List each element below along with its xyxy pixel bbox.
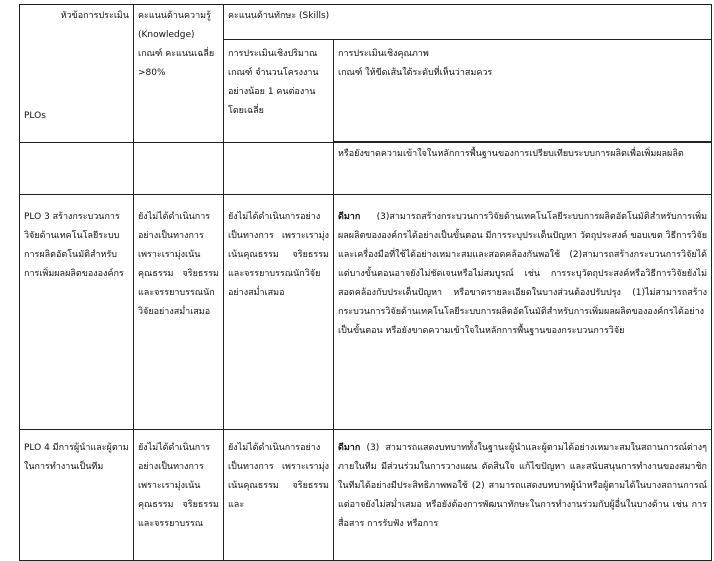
quantitative-header-cell xyxy=(224,40,334,143)
rating-lead: ดีมาก xyxy=(338,443,361,453)
qualitative-cell xyxy=(334,143,712,195)
quantitative-criteria: เกณฑ์ จำนวนโครงงานอย่างน้อย 1 คนต่องาน โดยเฉลี่ย xyxy=(228,68,319,116)
qualitative-header-cell xyxy=(334,40,712,142)
rating-lead: ดีมาก xyxy=(338,212,361,222)
plo-cell xyxy=(20,143,134,195)
knowledge-cell xyxy=(134,143,224,195)
plos-label: PLOs xyxy=(24,111,46,121)
knowledge-cell: ยังไม่ได้ดำเนินการอย่างเป็นทางการ เพราะเรามุ่งเน้นคุณธรรม จริยธรรม และจรรยาบรรณ xyxy=(134,430,224,561)
qualitative-text: หรือยังขาดความเข้าใจในหลักการพื้นฐานของการเปรียบเทียบระบบการผลิตเพื่อเพิ่มผลผลิต xyxy=(338,149,684,159)
topic-plo-header-cell xyxy=(20,5,134,143)
knowledge-title: คะแนนด้านความรู้ (Knowledge) xyxy=(138,11,211,40)
quantitative-cell: ยังไม่ได้ดำเนินการอย่างเป็นทางการ เพราะเรามุ่งเน้นคุณธรรม จริยธรรม และ xyxy=(224,430,334,561)
plo-cell: PLO 3 สร้างกระบวนการวิจัยด้านเทคโนโลยีระบบการผลิตอัตโนมัติสำหรับการเพิ่มผลผลิตขององค์กร xyxy=(20,195,134,430)
qualitative-criteria: เกณฑ์ ให้ขีดเส้นใต้ระดับที่เห็นว่าสมควร xyxy=(338,68,493,78)
topic-label: หัวข้อการประเมิน xyxy=(60,11,129,21)
table-row xyxy=(20,143,712,195)
skills-header-cell xyxy=(224,5,712,40)
quantitative-title: การประเมินเชิงปริมาณ xyxy=(228,49,318,59)
header-row-1 xyxy=(20,5,712,40)
skills-title: คะแนนด้านทักษะ (Skills) xyxy=(228,11,330,21)
plo-cell: PLO 4 มีการผู้นำและผู้ตามในการทำงานเป็นทีม xyxy=(20,430,134,561)
qualitative-text: (3)สามารถสร้างกระบวนการวิจัยด้านเทคโนโลยีระบบการผลิตอัตโนมัติสำหรับการเพิ่มผลผลิตขององค์กรได้อย่างเป็นขั้นตอน มีการระบุประเด็นปัญหา วัตถุประสงค์ ขอบเขต วิธีการวิจัย และเครื่องมือที่ใช้ได้อย่างเหมาะสมและสอดคล้องกันพอใช้ (2)สามารถสร้างกระบวนการวิจัยได้ แต่บางขั้นตอนอาจยังไม่ชัดเจนหรือไม่สมบูรณ์ เช่น การระบุวัตถุประสงค์หรือวิธีการวิจัยยังไม่สอดคล้องกับประเด็นปัญหา หรือขาดรายละเอียดในบางส่วนต้องปรับปรุง (1)ไม่สามารถสร้างกระบวนการวิจัยด้านเทคโนโลยีระบบการผลิตอัตโนมัติสำหรับการเพิ่มผลผลิตขององค์กรได้อย่างเป็นขั้นตอน หรือยังขาดความเข้าใจในหลักการพื้นฐานของกระบวนการวิจัย xyxy=(338,212,708,336)
knowledge-cell: ยังไม่ได้ดำเนินการอย่างเป็นทางการ เพราะเรามุ่งเน้นคุณธรรม จริยธรรม และจรรยาบรรณนักวิจัยอย่างสม่ำเสมอ xyxy=(134,195,224,430)
qualitative-text: (3) สามารถแสดงบทบาททั้งในฐานะผู้นำและผู้ตามได้อย่างเหมาะสมในสถานการณ์ต่างๆ ภายในทีม มีส่วนร่วมในการวางแผน ตัดสินใจ แก้ไขปัญหา และสนับสนุนการทำงานของสมาชิกในทีมได้อย่างมีประสิทธิภาพพอใช้ (2) สามารถแสดงบทบาทผู้นำหรือผู้ตามได้ในบางสถานการณ์ แต่อาจยังไม่สม่ำเสมอ หรือยังต้องการพัฒนาทักษะในการทำงานร่วมกับผู้อื่นในบางด้าน เช่น การสื่อสาร การรับฟัง หรือการ xyxy=(338,443,708,529)
knowledge-criteria: เกณฑ์ คะแนนเฉลี่ย >80% xyxy=(138,49,215,78)
qualitative-cell xyxy=(334,195,712,430)
table-row xyxy=(20,195,712,430)
assessment-table xyxy=(19,4,712,561)
quantitative-cell: ยังไม่ได้ดำเนินการอย่างเป็นทางการ เพราะเรามุ่งเน้นคุณธรรม จริยธรรม และจรรยาบรรณนักวิจัยอย่างสม่ำเสมอ xyxy=(224,195,334,430)
quantitative-cell xyxy=(224,143,334,195)
table-row xyxy=(20,430,712,561)
qualitative-title: การประเมินเชิงคุณภาพ xyxy=(338,49,429,59)
qualitative-cell xyxy=(334,430,712,561)
knowledge-header-cell xyxy=(134,5,224,143)
